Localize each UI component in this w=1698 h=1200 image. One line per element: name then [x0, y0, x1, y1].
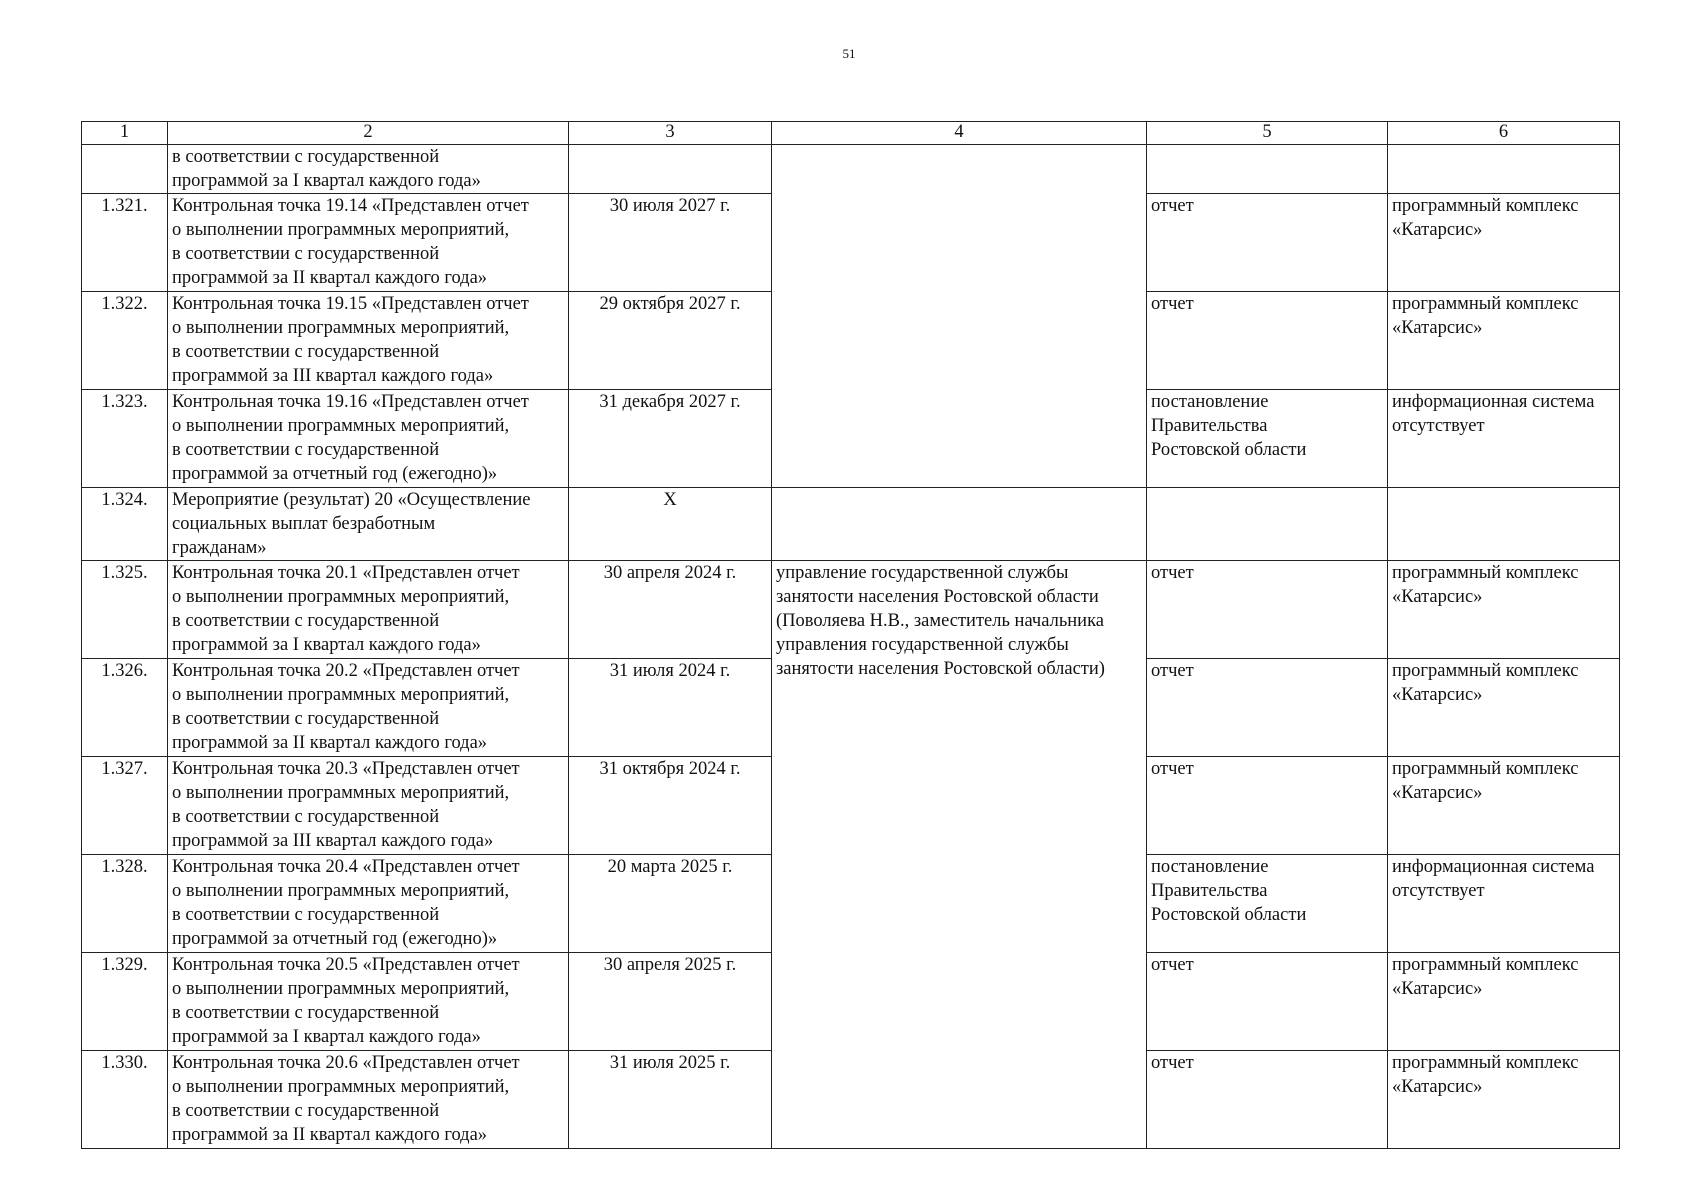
row-date: 29 октября 2027 г.	[569, 292, 772, 390]
row-document	[1147, 145, 1388, 194]
responsible-cell-empty-1	[772, 145, 1147, 488]
row-system: информационная система отсутствует	[1388, 390, 1620, 488]
row-number: 1.327.	[82, 757, 168, 855]
row-date: 30 апреля 2024 г.	[569, 561, 772, 659]
row-system: программный комплекс «Катарсис»	[1388, 757, 1620, 855]
row-document	[1147, 488, 1388, 561]
row-number: 1.330.	[82, 1051, 168, 1149]
row-system	[1388, 488, 1620, 561]
row-number: 1.322.	[82, 292, 168, 390]
control-points-table	[81, 121, 1620, 1149]
row-description: Контрольная точка 19.16 «Представлен отчет о выполнении программных мероприятий, в соответствии с государственной программой за отчетный год (ежегодно)»	[168, 390, 569, 488]
row-system: информационная система отсутствует	[1388, 855, 1620, 953]
header-col-5: 5	[1147, 122, 1388, 145]
table-row	[82, 488, 1620, 561]
row-number: 1.329.	[82, 953, 168, 1051]
header-col-2: 2	[168, 122, 569, 145]
row-number: 1.325.	[82, 561, 168, 659]
row-number: 1.324.	[82, 488, 168, 561]
row-number: 1.323.	[82, 390, 168, 488]
row-description: Контрольная точка 19.15 «Представлен отчет о выполнении программных мероприятий, в соответствии с государственной программой за III квартал каждого года»	[168, 292, 569, 390]
row-system: программный комплекс «Катарсис»	[1388, 1051, 1620, 1149]
row-date: 31 июля 2025 г.	[569, 1051, 772, 1149]
row-date	[569, 145, 772, 194]
responsible-cell-empty-2	[772, 488, 1147, 561]
row-system	[1388, 145, 1620, 194]
page-number: 51	[842, 46, 856, 61]
row-date: 20 марта 2025 г.	[569, 855, 772, 953]
row-description: Контрольная точка 20.1 «Представлен отчет о выполнении программных мероприятий, в соответствии с государственной программой за I квартал каждого года»	[168, 561, 569, 659]
header-col-6: 6	[1388, 122, 1620, 145]
header-col-3: 3	[569, 122, 772, 145]
row-system: программный комплекс «Катарсис»	[1388, 194, 1620, 292]
row-description: Контрольная точка 20.4 «Представлен отчет о выполнении программных мероприятий, в соответствии с государственной программой за отчетный год (ежегодно)»	[168, 855, 569, 953]
row-date: 31 июля 2024 г.	[569, 659, 772, 757]
row-document: отчет	[1147, 194, 1388, 292]
row-number: 1.326.	[82, 659, 168, 757]
row-date: 31 декабря 2027 г.	[569, 390, 772, 488]
row-description: Контрольная точка 20.6 «Представлен отчет о выполнении программных мероприятий, в соответствии с государственной программой за II квартал каждого года»	[168, 1051, 569, 1149]
row-description: Контрольная точка 20.5 «Представлен отчет о выполнении программных мероприятий, в соответствии с государственной программой за I квартал каждого года»	[168, 953, 569, 1051]
responsible-executor: управление государственной службы занятости населения Ростовской области (Поволяева Н.В., заместитель начальника управления государственной службы занятости населения Ростовской области)	[772, 561, 1147, 1149]
row-description: в соответствии с государственной программой за I квартал каждого года»	[168, 145, 569, 194]
row-date: 30 июля 2027 г.	[569, 194, 772, 292]
header-col-4: 4	[772, 122, 1147, 145]
row-document: отчет	[1147, 1051, 1388, 1149]
row-system: программный комплекс «Катарсис»	[1388, 561, 1620, 659]
row-document: отчет	[1147, 659, 1388, 757]
row-number: 1.321.	[82, 194, 168, 292]
row-description: Контрольная точка 19.14 «Представлен отчет о выполнении программных мероприятий, в соответствии с государственной программой за II квартал каждого года»	[168, 194, 569, 292]
row-date: 31 октября 2024 г.	[569, 757, 772, 855]
row-system: программный комплекс «Катарсис»	[1388, 659, 1620, 757]
row-document: отчет	[1147, 292, 1388, 390]
row-date: X	[569, 488, 772, 561]
row-document: постановление Правительства Ростовской области	[1147, 390, 1388, 488]
row-number	[82, 145, 168, 194]
row-description: Контрольная точка 20.3 «Представлен отчет о выполнении программных мероприятий, в соответствии с государственной программой за III квартал каждого года»	[168, 757, 569, 855]
table-header-row	[82, 122, 1620, 145]
row-number: 1.328.	[82, 855, 168, 953]
row-description: Контрольная точка 20.2 «Представлен отчет о выполнении программных мероприятий, в соответствии с государственной программой за II квартал каждого года»	[168, 659, 569, 757]
row-document: отчет	[1147, 953, 1388, 1051]
row-document: постановление Правительства Ростовской области	[1147, 855, 1388, 953]
table-row	[82, 145, 1620, 194]
row-system: программный комплекс «Катарсис»	[1388, 292, 1620, 390]
row-document: отчет	[1147, 561, 1388, 659]
row-description: Мероприятие (результат) 20 «Осуществление социальных выплат безработным гражданам»	[168, 488, 569, 561]
row-document: отчет	[1147, 757, 1388, 855]
row-date: 30 апреля 2025 г.	[569, 953, 772, 1051]
row-system: программный комплекс «Катарсис»	[1388, 953, 1620, 1051]
table-row	[82, 561, 1620, 659]
header-col-1: 1	[82, 122, 168, 145]
